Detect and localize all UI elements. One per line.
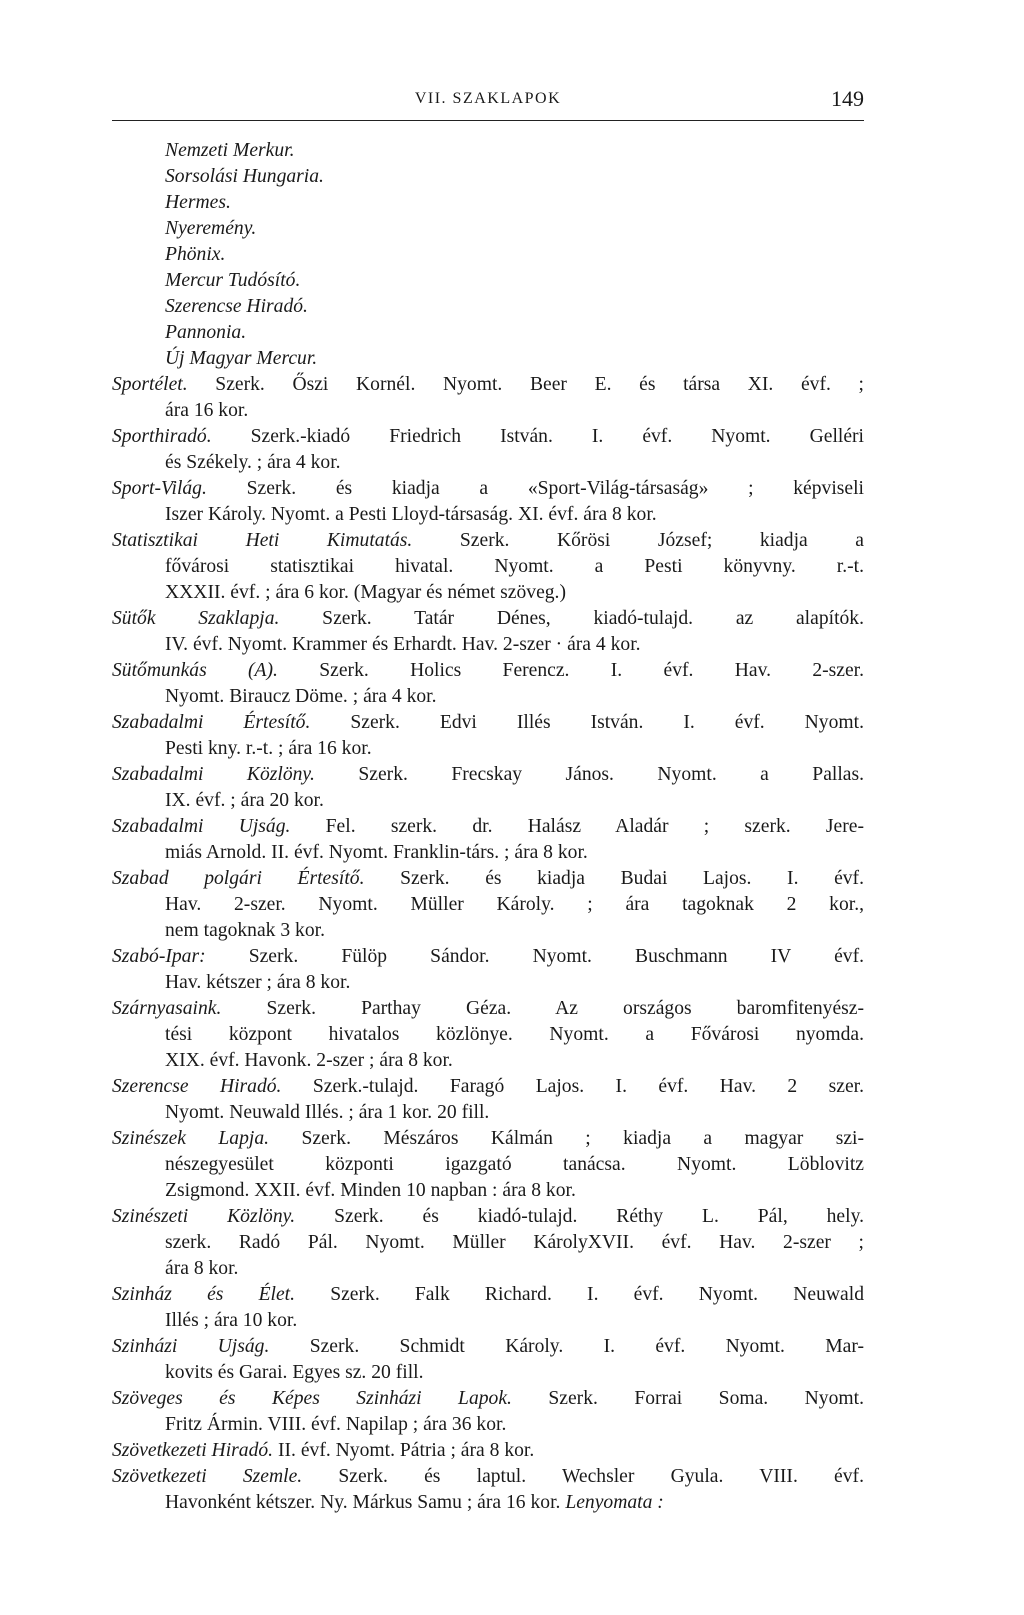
entry-line — [112, 138, 864, 164]
periodical-title: Szövetkezeti Hiradó. — [112, 1440, 274, 1461]
periodical-title: Szabadalmi Ujság. — [112, 816, 291, 837]
entry-text: tési központ hivatalos közlönye. Nyomt. a Fővárosi nyomda. — [165, 1024, 864, 1045]
entry-line — [112, 1464, 864, 1490]
periodical-title: Szinház és Élet. — [112, 1284, 296, 1305]
entry-line — [112, 1022, 864, 1048]
entry-line — [112, 164, 864, 190]
entry-text: Szerk.-tulajd. Faragó Lajos. I. évf. Hav. 2 szer. — [281, 1076, 864, 1097]
periodical-title: Pannonia. — [165, 322, 247, 343]
periodical-title: Szerencse Hiradó. — [165, 296, 308, 317]
entry-line — [112, 1490, 864, 1516]
entry-text: Szerk. és kiadó-tulajd. Réthy L. Pál, hely. — [295, 1206, 864, 1227]
entry-text: IV. évf. Nyomt. Krammer és Erhardt. Hav. 2-szer · ára 4 kor. — [165, 634, 641, 655]
entry-line — [112, 1230, 864, 1256]
entry-text: Szerk. Parthay Géza. Az országos baromfitenyész- — [221, 998, 864, 1019]
entry-text: Szerk. Őszi Kornél. Nyomt. Beer E. és társa XI. évf. ; — [187, 374, 864, 395]
entry-text: Nyomt. Birauсz Döme. ; ára 4 kor. — [165, 686, 437, 707]
periodical-title: Szabad polgári Értesítő. — [112, 868, 365, 889]
entry-line — [112, 1178, 864, 1204]
entry-text: XXXII. évf. ; ára 6 kor. (Magyar és német szöveg.) — [165, 582, 566, 603]
entry-line — [112, 1074, 864, 1100]
entry-text: Szerk. Mészáros Kálmán ; kiadja a magyar szi- — [269, 1128, 864, 1149]
entry-text: Szerk. Frecskay János. Nyomt. a Pallas. — [314, 764, 865, 785]
periodical-title: Új Magyar Mercur. — [165, 348, 318, 369]
entry-line — [112, 1282, 864, 1308]
periodical-title: Szinházi Ujság. — [112, 1336, 270, 1357]
periodical-title: Sütőmunkás (A). — [112, 660, 278, 681]
entry-line — [112, 1204, 864, 1230]
periodical-title: Szöveges és Képes Szinházi Lapok. — [112, 1388, 512, 1409]
periodical-title: Sporthiradó. — [112, 426, 212, 447]
entry-text: nem tagoknak 3 kor. — [165, 920, 325, 941]
entry-line — [112, 736, 864, 762]
entry-line — [112, 918, 864, 944]
periodical-title: Sportélet. — [112, 374, 188, 395]
entry-text: Szerk. Edvi Illés István. I. évf. Nyomt. — [310, 712, 864, 733]
entry-text: Zsigmond. XXII. évf. Minden 10 napban : ára 8 kor. — [165, 1180, 576, 1201]
entry-text: XIX. évf. Havonk. 2-szer ; ára 8 kor. — [165, 1050, 453, 1071]
entry-line — [112, 684, 864, 710]
entry-line — [112, 398, 864, 424]
page-number: 149 — [831, 86, 864, 111]
entry-line — [112, 1048, 864, 1074]
entry-text: Szerk. Schmidt Károly. I. évf. Nyomt. Mar- — [269, 1336, 865, 1357]
entry-text: kovits és Garai. Egyes sz. 20 fill. — [165, 1362, 424, 1383]
entry-line — [112, 580, 864, 606]
entry-line — [112, 840, 864, 866]
entry-line — [112, 424, 864, 450]
entry-line — [112, 1386, 864, 1412]
page-header — [112, 86, 864, 120]
entry-line — [112, 1438, 864, 1464]
entry-line — [112, 944, 864, 970]
periodical-title: Nyeremény. — [165, 218, 257, 239]
entry-line — [112, 866, 864, 892]
periodical-title: Szabadalmi Közlöny. — [112, 764, 315, 785]
entry-text: szerk. Radó Pál. Nyomt. Müller KárolyXVII. évf. Hav. 2-szer ; — [165, 1232, 864, 1253]
entry-text: II. évf. Nyomt. Pátria ; ára 8 kor. — [273, 1440, 535, 1461]
periodical-title: Sütők Szaklapja. — [112, 608, 280, 629]
entry-line — [112, 242, 864, 268]
entry-text: Szerk. Fülöp Sándor. Nyomt. Buschmann IV évf. — [205, 946, 864, 967]
entry-text: Szerk. és kiadja Budai Lajos. I. évf. — [364, 868, 864, 889]
entry-line — [112, 996, 864, 1022]
entry-text: Szerk. Holics Ferencz. I. évf. Hav. 2-szer. — [277, 660, 865, 681]
entry-list — [112, 138, 864, 1516]
entry-text: Szerk. Tatár Dénes, kiadó-tulajd. az alapítók. — [279, 608, 864, 629]
entry-text: Illés ; ára 10 kor. — [165, 1310, 298, 1331]
periodical-title: Phönix. — [165, 244, 226, 265]
periodical-title: Sport-Világ. — [112, 478, 207, 499]
periodical-title: Szerencse Hiradó. — [112, 1076, 282, 1097]
entry-text: nészegyesület központi igazgató tanácsa. Nyomt. Löblovitz — [165, 1154, 864, 1175]
entry-text: Iszer Károly. Nyomt. a Pesti Lloyd-társaság. XI. évf. ára 8 kor. — [165, 504, 657, 525]
entry-line — [112, 1256, 864, 1282]
periodical-title: Szinészek Lapja. — [112, 1128, 270, 1149]
entry-text: ára 8 kor. — [165, 1258, 239, 1279]
entry-line — [112, 268, 864, 294]
entry-text: IX. évf. ; ára 20 kor. — [165, 790, 324, 811]
entry-line — [112, 762, 864, 788]
entry-line — [112, 892, 864, 918]
entry-line — [112, 190, 864, 216]
entry-line — [112, 632, 864, 658]
entry-text: Fel. szerk. dr. Halász Aladár ; szerk. Jere- — [290, 816, 864, 837]
entry-text: miás Arnold. II. évf. Nyomt. Franklin-társ. ; ára 8 kor. — [165, 842, 588, 863]
header-rule — [112, 120, 864, 121]
section-title: VII. SZAKLAPOK — [414, 90, 562, 107]
entry-text: Szerk. és laptul. Wechsler Gyula. VIII. évf. — [302, 1466, 864, 1487]
entry-text: fővárosi statisztikai hivatal. Nyomt. a Pesti könyvny. r.-t. — [165, 556, 864, 577]
periodical-title: Szabó-Ipar: — [112, 946, 206, 967]
entry-line — [112, 1308, 864, 1334]
entry-line — [112, 658, 864, 684]
entry-text: Szerk. Forrai Soma. Nyomt. — [511, 1388, 864, 1409]
entry-line — [112, 294, 864, 320]
entry-line — [112, 1100, 864, 1126]
continued-note: Lenyomata : — [560, 1492, 664, 1513]
entry-text: Szerk. és kiadja a «Sport-Világ-társaság» ; képviseli — [206, 478, 864, 499]
entry-text: Szerk.-kiadó Friedrich István. I. évf. Nyomt. Gelléri — [211, 426, 864, 447]
entry-line — [112, 606, 864, 632]
entry-line — [112, 814, 864, 840]
entry-text: Szerk. Falk Richard. I. évf. Nyomt. Neuwald — [295, 1284, 864, 1305]
entry-line — [112, 346, 864, 372]
periodical-title: Szárnyasaink. — [112, 998, 222, 1019]
entry-line — [112, 216, 864, 242]
entry-text: Fritz Ármin. VIII. évf. Napilap ; ára 36 kor. — [165, 1414, 507, 1435]
periodical-title: Statisztikai Heti Kimutatás. — [112, 530, 413, 551]
periodical-title: Szabadalmi Értesítő. — [112, 712, 311, 733]
entry-line — [112, 1412, 864, 1438]
entry-text: Hav. kétszer ; ára 8 kor. — [165, 972, 351, 993]
entry-text: és Székely. ; ára 4 kor. — [165, 452, 341, 473]
entry-line — [112, 710, 864, 736]
entry-text: Pesti kny. r.-t. ; ára 16 kor. — [165, 738, 372, 759]
entry-line — [112, 554, 864, 580]
periodical-title: Szövetkezeti Szemle. — [112, 1466, 303, 1487]
entry-line — [112, 1152, 864, 1178]
entry-line — [112, 1334, 864, 1360]
entry-line — [112, 372, 864, 398]
periodical-title: Hermes. — [165, 192, 231, 213]
entry-line — [112, 320, 864, 346]
entry-text: ára 16 kor. — [165, 400, 249, 421]
entry-line — [112, 1360, 864, 1386]
entry-line — [112, 476, 864, 502]
periodical-title: Szinészeti Közlöny. — [112, 1206, 296, 1227]
entry-text: Hav. 2-szer. Nyomt. Müller Károly. ; ára tagoknak 2 kor., — [165, 894, 864, 915]
entry-line — [112, 1126, 864, 1152]
entry-line — [112, 502, 864, 528]
periodical-title: Sorsolási Hungaria. — [165, 166, 324, 187]
entry-line — [112, 528, 864, 554]
entry-line — [112, 970, 864, 996]
entry-text: Szerk. Kőrösi József; kiadja a — [412, 530, 865, 551]
periodical-title: Mercur Tudósító. — [165, 270, 301, 291]
entry-line — [112, 788, 864, 814]
entry-text: Havonként kétszer. Ny. Márkus Samu ; ára 16 kor. — [165, 1492, 561, 1513]
periodical-title: Nemzeti Merkur. — [165, 140, 295, 161]
entry-line — [112, 450, 864, 476]
entry-text: Nyomt. Neuwald Illés. ; ára 1 kor. 20 fill. — [165, 1102, 490, 1123]
